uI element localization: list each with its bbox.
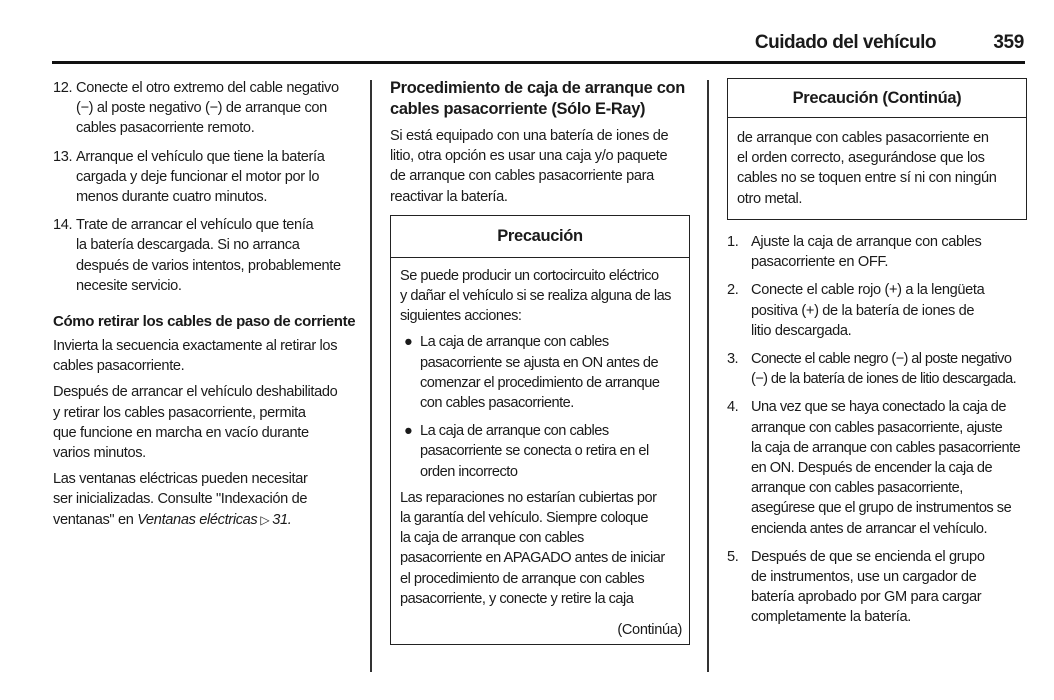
column-divider [370,80,372,672]
step-number: 2. [727,282,739,299]
step-text: Conecte el otro extremo del cable negativo (−) al poste negativo (−) de arranque con cables pasacorriente remoto. [76,80,339,137]
step-text: Trate de arrancar el vehículo que tenía la batería descargada. Si no arranca después de varios intentos, probablemente necesite servicio. [76,217,341,294]
step-item [53,147,358,208]
caution-box [390,215,690,645]
paragraph [53,469,358,530]
step-number: 3. [727,351,738,368]
subheading: Cómo retirar los cables de paso de corriente [53,313,356,331]
step-number: 13. [53,148,73,165]
column-2 [390,78,690,645]
bullet-text: La caja de arranque con cables pasacorriente se conecta o retira en el orden incorrecto [420,423,649,480]
column-3 [727,78,1027,636]
section-title: Cuidado del vehículo [754,32,936,53]
arrow-right-outline-icon: ▷ [260,512,270,527]
step-text: Ajuste la caja de arranque con cables pasacorriente en OFF. [751,234,982,271]
caution-body: de arranque con cables pasacorriente en el orden correcto, asegurándose que los cables no se toquen entre sí ni con ningún otro metal. [737,130,997,207]
step-text: Una vez que se haya conectado la caja de arranque con cables pasacorriente, ajuste la caja de arranque con cables pasacorriente en ON. Después de encender la caja de arranque con cables pasacorriente, asegúrese que el grupo de instrumentos se encienda antes de arrancar el vehículo. [751,399,1021,537]
step-number: 12. [53,80,73,96]
paragraph: Después de arrancar el vehículo deshabilitado y retirar los cables pasacorriente, permita que funcione en marcha en vacío durante varios minutos. [53,384,338,462]
column-divider [707,80,709,672]
page-reference[interactable]: 31. [272,511,292,528]
step-text: Después de que se encienda el grupo de instrumentos, use un cargador de batería aprobado por GM para cargar completamente la batería. [751,548,985,626]
caution-intro: Se puede producir un cortocircuito eléctrico y dañar el vehículo si se realiza alguna de las siguientes acciones: [400,267,671,325]
caution-body: Las reparaciones no estarían cubiertas por la garantía del vehículo. Siempre coloque la caja de arranque con cables pasacorriente en APAGADO antes de iniciar el procedimiento de arranque con cables pasacorriente, y conecte y retire la caja [400,489,665,607]
page-number: 359 [993,32,1024,53]
caution-title: Precaución (Continúa) [728,79,1026,118]
caution-box-continued [727,78,1027,220]
step-item [53,78,358,139]
paragraph: Invierta la secuencia exactamente al retirar los cables pasacorriente. [53,338,338,375]
paragraph: Si está equipado con una batería de iones de litio, otra opción es usar una caja y/o paquete de arranque con cables pasacorriente para reactivar la batería. [390,128,669,205]
header-rule [52,61,1025,64]
caution-bullet [400,332,679,413]
step-item [727,280,1027,341]
step-text: Conecte el cable rojo (+) a la lengüeta positiva (+) de la batería de iones de litio descargada. [751,282,985,339]
step-text: Conecte el cable negro (−) al poste negativo (−) de la batería de iones de litio descargada. [751,351,1017,388]
bullet-icon: ● [404,334,413,351]
caution-bullet [400,421,679,482]
step-number: 4. [727,399,739,416]
step-number: 5. [727,548,739,565]
step-item [727,397,1027,538]
step-number: 1. [727,234,739,250]
column-1 [53,78,358,536]
cross-reference-link[interactable]: Ventanas eléctricas [137,511,258,528]
paragraph-text: Las ventanas eléctricas pueden necesitar ser inicializadas. Consulte "Indexación de ventanas" en [53,471,308,528]
section-heading: Procedimiento de caja de arranque con cables pasacorriente (Sólo E-Ray) [390,79,685,118]
bullet-text: La caja de arranque con cables pasacorriente se ajusta en ON antes de comenzar el procedimiento de arranque con cables pasacorriente. [420,334,660,412]
step-item [727,232,1027,272]
step-item [53,215,358,296]
step-number: 14. [53,217,73,234]
step-text: Arranque el vehículo que tiene la batería cargada y deje funcionar el motor por lo menos durante cuatro minutos. [76,148,325,206]
step-item [727,547,1027,628]
bullet-icon: ● [404,423,413,440]
step-item [727,349,1027,389]
caution-title: Precaución [391,216,689,258]
continued-label: (Continúa) [617,621,682,638]
